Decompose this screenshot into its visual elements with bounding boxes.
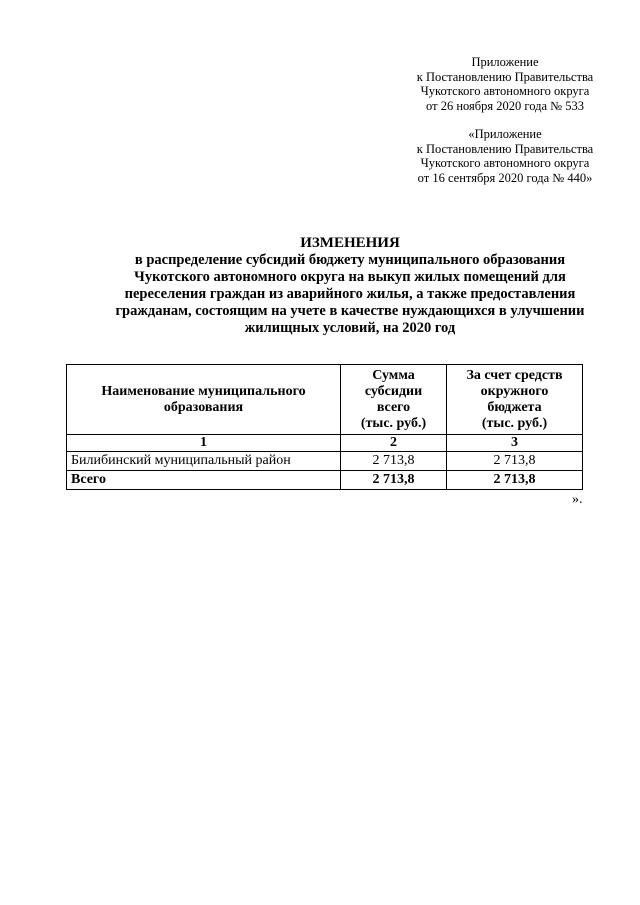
district-budget-value: 2 713,8 [447,452,583,471]
appendix-line: Чукотского автономного округа [420,156,590,170]
closing-quote-mark: ». [572,492,583,507]
header-line: Сумма [372,367,415,383]
header-subsidy-total [341,365,447,435]
title-heading: ИЗМЕНЕНИЯ [300,235,400,251]
header-line: всего [376,399,411,415]
total-label: Всего [67,471,341,490]
document-title [70,235,630,337]
table-header-row [67,365,583,435]
title-line: в распределение субсидий бюджету муниципального образования [134,252,566,268]
appendix-reference-previous [405,127,605,185]
column-number: 2 [341,435,447,452]
appendix-line: «Приложение [468,127,542,141]
title-line: гражданам, состоящим на учете в качестве нуждающихся в улучшении [115,303,585,319]
header-line: Наименование муниципального [101,383,306,399]
subsidy-distribution-table [66,364,583,490]
header-line: субсидии [364,383,423,399]
header-line: (тыс. руб.) [481,415,548,431]
header-line: (тыс. руб.) [360,415,427,431]
title-line: переселения граждан из аварийного жилья, а также предоставления [124,286,576,302]
header-line: образования [163,399,244,415]
appendix-line: к Постановлению Правительства [416,141,594,156]
title-line: Чукотского автономного округа на выкуп жилых помещений для [134,269,566,285]
header-line: окружного [480,383,549,399]
table-row [67,452,583,471]
municipality-name: Билибинский муниципальный район [67,452,341,471]
appendix-line: Чукотского автономного округа [420,84,590,98]
appendix-line: от 26 ноября 2020 года № 533 [426,98,584,113]
header-district-budget [447,365,583,435]
appendix-line: от 16 сентября 2020 года № 440» [417,170,593,185]
appendix-line: к Постановлению Правительства [416,69,594,84]
appendix-reference-current [405,55,605,113]
column-number: 3 [447,435,583,452]
column-number-row [67,435,583,452]
column-number: 1 [67,435,341,452]
total-subsidy-value: 2 713,8 [341,471,447,490]
total-district-value: 2 713,8 [447,471,583,490]
appendix-line: Приложение [471,55,539,69]
subsidy-total-value: 2 713,8 [341,452,447,471]
header-municipality [67,365,341,435]
header-line: За счет средств [466,367,563,383]
table-total-row [67,471,583,490]
header-line: бюджета [487,399,542,415]
title-line: жилищных условий, на 2020 год [244,320,456,336]
